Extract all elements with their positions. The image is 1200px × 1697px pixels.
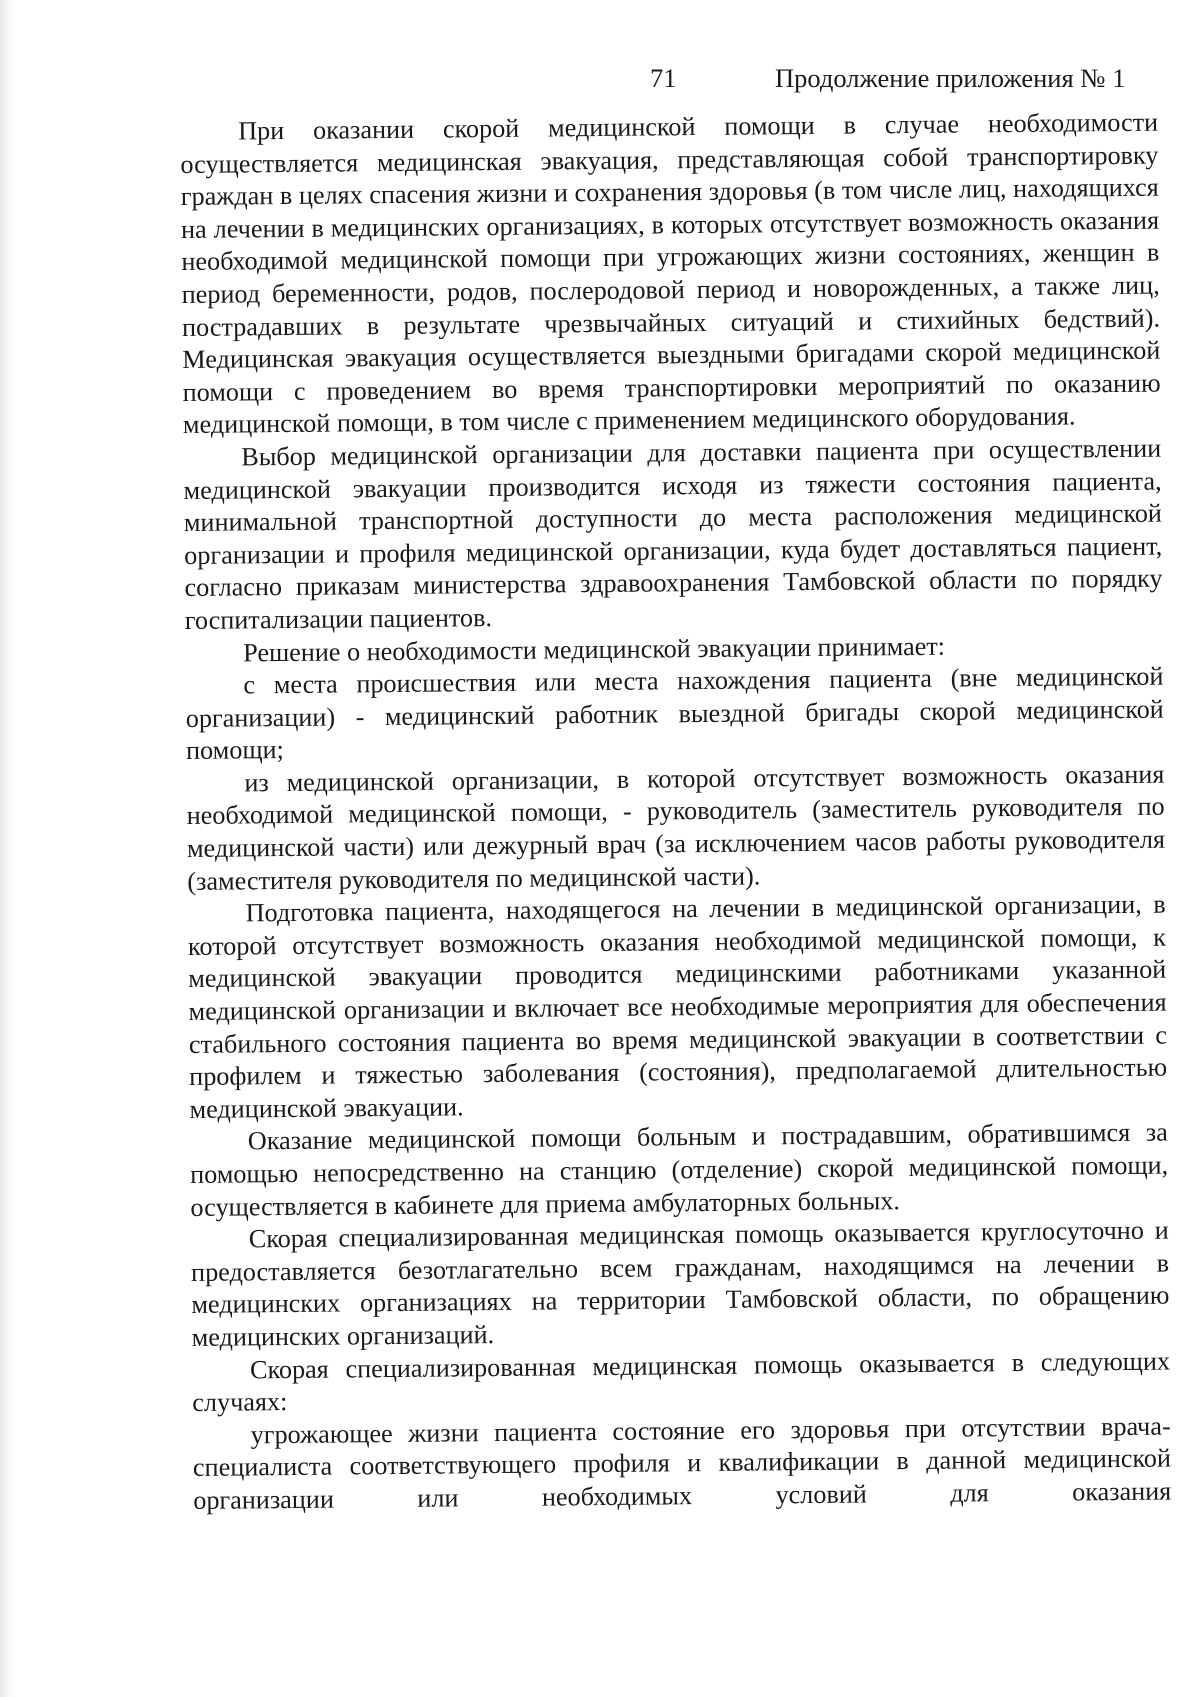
- paragraph-patient-preparation: Подготовка пациента, находящегося на лечении в медицинской организации, в которой отсутствует возможность оказания необходимой медицинской помощи, к медицинской эвакуации проводится медицинскими работниками указанной медицинской организации и включает все необходимые мероприятия для обеспечения стабильного состояния пациента во время медицинской эвакуации в соответствии с профилем и тяжестью заболевания (состояния), предполагаемой длительностью медицинской эвакуации.: [187, 889, 1168, 1124]
- page-header: [0, 58, 1200, 98]
- appendix-label: Продолжение приложения № 1: [775, 63, 1126, 93]
- page-number: 71: [650, 63, 677, 93]
- scan-edge: [0, 0, 14, 1697]
- paragraph-evacuation-decision: Решение о необходимости медицинской эвакуации принимает:: [243, 631, 946, 667]
- paragraph-medical-evacuation: При оказании скорой медицинской помощи в случае необходимости осуществляется медицинская эвакуация, представляющая собой транспортировку граждан в целях спасения жизни и сохранения здоровья (в том числе лиц, находящихся на лечении в медицинских организациях, в которых отсутствует возможность оказания необходимой медицинской помощи при угрожающих жизни состояниях, женщин в период беременности, родов, послеродовой период и новорожденных, а также лиц, пострадавших в результате чрезвычайных ситуаций и стихийных бедствий). Медицинская эвакуация осуществляется выездными бригадами скорой медицинской помощи с проведением во время транспортировки мероприятий по оказанию медицинской помощи, в том числе с применением медицинского оборудования.: [180, 107, 1161, 440]
- paragraph-specialized-care: Скорая специализированная медицинская помощь оказывается круглосуточно и предоставляется безотлагательно всем гражданам, находящимся на лечении в медицинских организациях на территории Тамбовской области, по обращению медицинских организаций.: [190, 1215, 1170, 1352]
- paragraph-from-medical-organization: из медицинской организации, в которой отсутствует возможность оказания необходимой медицинской помощи, - руководитель (заместитель руководителя по медицинской части) или дежурный врач (за исключением часов работы руководителя (заместителя руководителя по медицинской части).: [186, 759, 1166, 896]
- paragraph-station-care: Оказание медицинской помощи больным и пострадавшим, обратившимся за помощью непосредственно на станцию (отделение) скорой медицинской помощи, осуществляется в кабинете для приема амбулаторных больных.: [190, 1117, 1169, 1222]
- paragraph-life-threatening: угрожающее жизни пациента состояние его здоровья при отсутствии врача-специалиста соответствующего профиля и квалификации в данной медицинской организации или необходимых условий для оказания: [192, 1411, 1172, 1515]
- paragraph-organization-choice: Выбор медицинской организации для доставки пациента при осуществлении медицинской эвакуации производится исходя из тяжести состояния пациента, минимальной транспортной доступности до места расположения медицинской организации и профиля медицинской организации, куда будет доставляться пациент, согласно приказам министерства здравоохранения Тамбовской области по порядку госпитализации пациентов.: [183, 433, 1163, 635]
- paragraph-specialized-cases: Скорая специализированная медицинская помощь оказывается в следующих случаях:: [192, 1346, 1171, 1418]
- paragraph-from-incident-site: с места происшествия или места нахождения пациента (вне медицинской организации) - медицинский работник выездной бригады скорой медицинской помощи;: [185, 661, 1164, 766]
- document-body: [180, 107, 1171, 1518]
